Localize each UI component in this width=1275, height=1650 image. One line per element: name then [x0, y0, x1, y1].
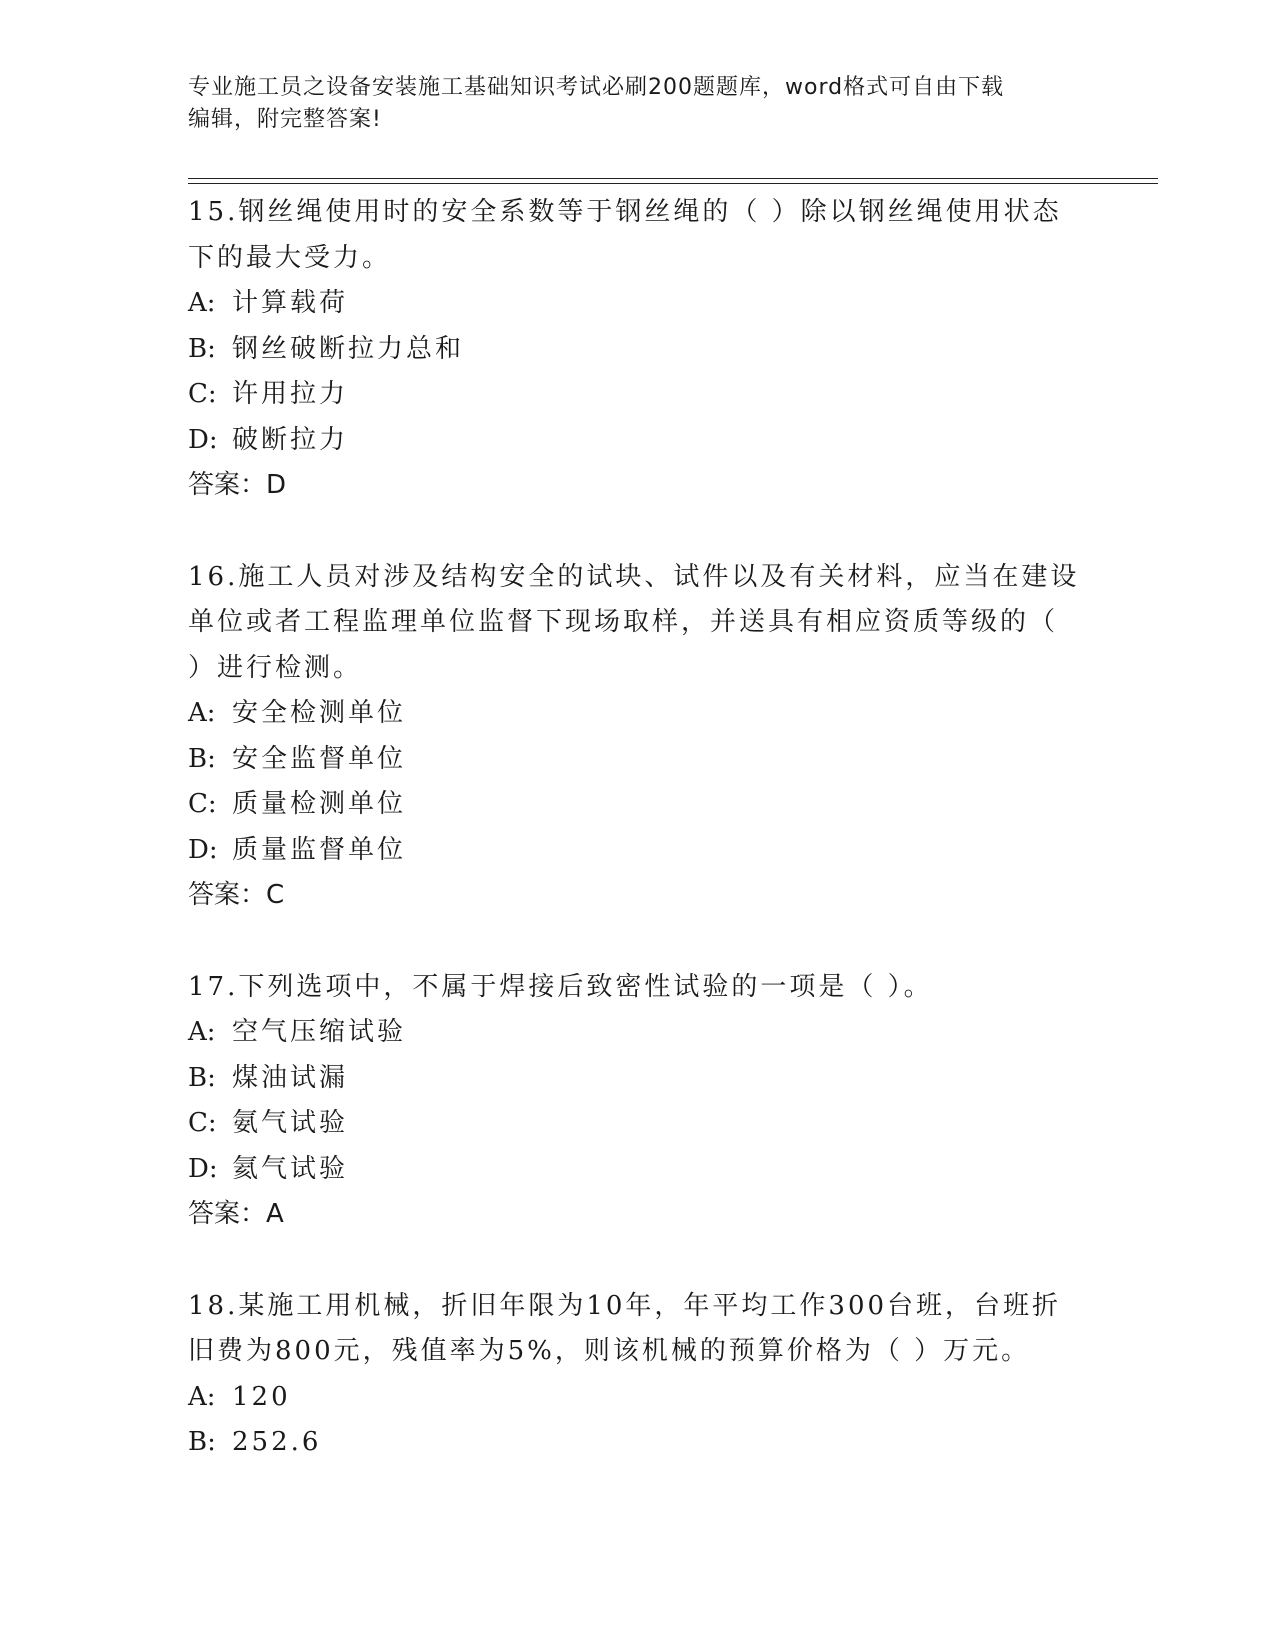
- document-header: [188, 72, 1068, 136]
- question-stem-line: 17.下列选项中，不属于焊接后致密性试验的一项是（ ）。: [188, 971, 933, 1002]
- option-text: 安全检测单位: [232, 698, 407, 728]
- option-text: 钢丝破断拉力总和: [232, 333, 465, 364]
- option-c: [188, 1101, 1088, 1147]
- option-text: 质量检测单位: [232, 789, 407, 819]
- question-stem-line: 下的最大受力。: [188, 242, 392, 273]
- question-stem-line: 15.钢丝绳使用时的安全系数等于钢丝绳的（ ）除以钢丝绳使用状态: [188, 197, 1062, 227]
- option-c: [188, 782, 1088, 828]
- question-list: [188, 190, 1088, 1512]
- option-c: [188, 372, 1088, 418]
- option-letter: C:: [188, 789, 217, 819]
- option-text: 计算载荷: [232, 288, 349, 318]
- header-divider-bottom: [188, 183, 1158, 184]
- option-b: [188, 1420, 1088, 1466]
- option-letter: B:: [188, 1062, 216, 1093]
- option-text: 120: [232, 1381, 291, 1412]
- option-a: [188, 1010, 1088, 1056]
- option-text: 许用拉力: [232, 379, 349, 409]
- question-stem-line: 16.施工人员对涉及结构安全的试块、试件以及有关材料，应当在建设: [188, 561, 1080, 592]
- option-text: 安全监督单位: [232, 743, 407, 774]
- answer-line: 答案：A: [188, 1199, 284, 1229]
- option-d: [188, 418, 1088, 464]
- question-stem-line: ）进行检测。: [188, 652, 363, 683]
- option-letter: B:: [188, 333, 216, 364]
- option-letter: D:: [188, 834, 218, 865]
- option-letter: C:: [188, 379, 217, 409]
- answer-line: 答案：C: [188, 880, 285, 910]
- option-a: [188, 1375, 1088, 1421]
- question-stem-line: 18.某施工用机械，折旧年限为10年，年平均工作300台班，台班折: [188, 1290, 1062, 1321]
- option-text: 煤油试漏: [232, 1062, 349, 1093]
- option-b: [188, 327, 1088, 373]
- option-a: [188, 281, 1088, 327]
- option-letter: A:: [188, 1381, 216, 1412]
- option-a: [188, 691, 1088, 737]
- option-letter: C:: [188, 1108, 217, 1138]
- option-d: [188, 1147, 1088, 1193]
- option-text: 氨气试验: [232, 1108, 349, 1138]
- option-b: [188, 737, 1088, 783]
- option-letter: A:: [188, 698, 216, 728]
- question-16: [188, 555, 1088, 919]
- question-stem-line: 旧费为800元，残值率为5%，则该机械的预算价格为（ ）万元。: [188, 1336, 1031, 1366]
- option-text: 破断拉力: [232, 424, 349, 455]
- header-line-1: 专业施工员之设备安装施工基础知识考试必刷200题题库，word格式可自由下载: [188, 75, 1005, 100]
- option-letter: D:: [188, 424, 218, 455]
- option-text: 252.6: [232, 1427, 322, 1457]
- header-line-2: 编辑，附完整答案!: [188, 107, 382, 132]
- question-stem-line: 单位或者工程监理单位监督下现场取样，并送具有相应资质等级的（: [188, 607, 1059, 637]
- option-d: [188, 828, 1088, 874]
- option-text: 空气压缩试验: [232, 1017, 407, 1047]
- question-17: [188, 965, 1088, 1238]
- option-text: 氦气试验: [232, 1153, 349, 1184]
- question-18: [188, 1284, 1088, 1466]
- option-letter: A:: [188, 1017, 216, 1047]
- answer-line: 答案：D: [188, 470, 287, 500]
- option-text: 质量监督单位: [232, 834, 407, 865]
- question-15: [188, 190, 1088, 509]
- option-letter: B:: [188, 743, 216, 774]
- option-letter: A:: [188, 288, 216, 318]
- option-letter: D:: [188, 1153, 218, 1184]
- option-b: [188, 1056, 1088, 1102]
- header-divider-top: [188, 178, 1158, 179]
- option-letter: B:: [188, 1427, 216, 1457]
